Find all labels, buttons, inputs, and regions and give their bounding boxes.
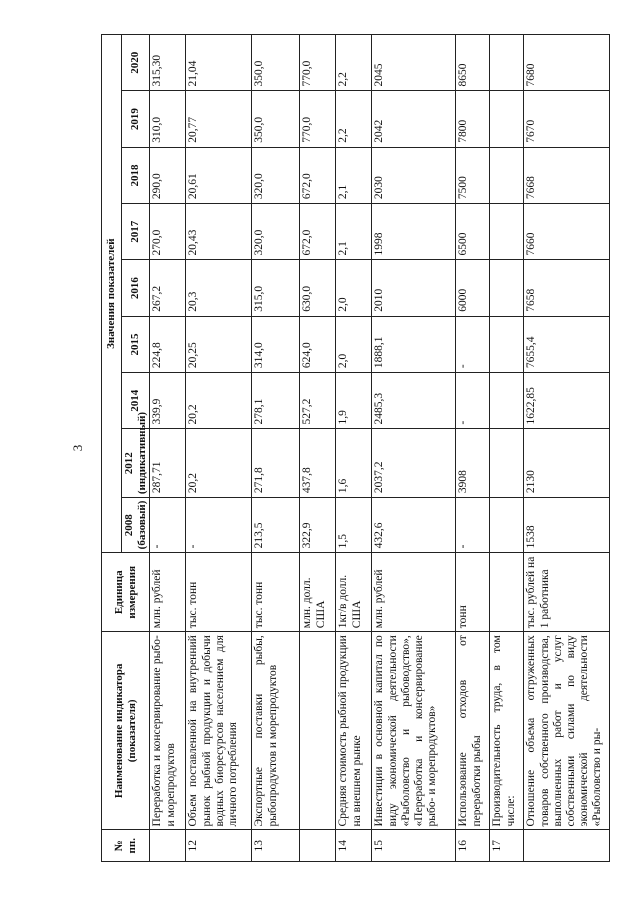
- value-cell: -: [456, 498, 490, 553]
- value-cell: 287,71: [150, 429, 186, 498]
- value-cell: 1538: [524, 498, 610, 553]
- value-cell: 2,0: [336, 316, 372, 372]
- value-cell: 624,0: [300, 316, 336, 372]
- value-cell: 310,0: [150, 91, 186, 147]
- header-unit: Единица измерения: [102, 553, 150, 632]
- header-year: 2018: [122, 147, 150, 203]
- value-cell: 20,2: [186, 429, 252, 498]
- value-cell: 437,8: [300, 429, 336, 498]
- value-cell: 6500: [456, 204, 490, 260]
- value-cell: 6000: [456, 260, 490, 316]
- value-cell: 1888,1: [372, 316, 456, 372]
- header-year: 2008 (базовый): [122, 498, 150, 553]
- value-cell: 672,0: [300, 147, 336, 203]
- value-cell: 21,04: [186, 35, 252, 91]
- value-cell: [490, 204, 524, 260]
- unit-cell: тонн: [456, 553, 490, 632]
- row-number: [524, 830, 610, 862]
- value-cell: 213,5: [252, 498, 300, 553]
- value-cell: 2,2: [336, 35, 372, 91]
- table-row: [186, 35, 252, 862]
- row-number: 12: [186, 830, 252, 862]
- value-cell: [490, 498, 524, 553]
- value-cell: 339,9: [150, 373, 186, 429]
- header-year: 2012 (индикативный): [122, 429, 150, 498]
- row-number: 13: [252, 830, 300, 862]
- header-year: 2015: [122, 316, 150, 372]
- value-cell: 1,9: [336, 373, 372, 429]
- value-cell: 20,43: [186, 204, 252, 260]
- value-cell: 270,0: [150, 204, 186, 260]
- table-row: [524, 35, 610, 862]
- value-cell: 7500: [456, 147, 490, 203]
- value-cell: 314,0: [252, 316, 300, 372]
- value-cell: 630,0: [300, 260, 336, 316]
- row-number: [150, 830, 186, 862]
- indicators-table: [101, 34, 610, 862]
- unit-cell: [490, 553, 524, 632]
- header-name: Наименование индикатора (показателя): [102, 632, 150, 830]
- value-cell: 350,0: [252, 35, 300, 91]
- value-cell: 770,0: [300, 35, 336, 91]
- table-row: [300, 35, 336, 862]
- header-year: 2016: [122, 260, 150, 316]
- value-cell: 1622,85: [524, 373, 610, 429]
- value-cell: 315,0: [252, 260, 300, 316]
- value-cell: 322,9: [300, 498, 336, 553]
- unit-cell: млн. долл. США: [300, 553, 336, 632]
- value-cell: 20,77: [186, 91, 252, 147]
- table-row: [456, 35, 490, 862]
- unit-cell: тыс. рублей на 1 работника: [524, 553, 610, 632]
- value-cell: [490, 35, 524, 91]
- value-cell: 2,2: [336, 91, 372, 147]
- value-cell: 7668: [524, 147, 610, 203]
- row-number: 17: [490, 830, 524, 862]
- table-body: [150, 35, 610, 862]
- value-cell: 271,8: [252, 429, 300, 498]
- value-cell: 1,5: [336, 498, 372, 553]
- value-cell: 1,6: [336, 429, 372, 498]
- row-number: [300, 830, 336, 862]
- indicator-name: Объем поставленной на внутренний рынок рыбной продукции и добычи водных биоресурсов населением для личного потребления: [186, 632, 252, 830]
- unit-cell: тыс. тонн: [252, 553, 300, 632]
- value-cell: 7680: [524, 35, 610, 91]
- row-number: 16: [456, 830, 490, 862]
- table-row: [252, 35, 300, 862]
- value-cell: 20,2: [186, 373, 252, 429]
- indicator-name: Инвестиции в основной капитал по виду экономической деятельности «Рыболовство и рыбоводство», «Переработка и консервирование рыбо- и морепродуктов»: [372, 632, 456, 830]
- header-year: 2020: [122, 35, 150, 91]
- indicator-name: Средняя стоимость рыбной продукции на внешнем рынке: [336, 632, 372, 830]
- value-cell: 2010: [372, 260, 456, 316]
- value-cell: 7655,4: [524, 316, 610, 372]
- rotated-table-container: [101, 34, 604, 862]
- value-cell: -: [150, 498, 186, 553]
- value-cell: [490, 429, 524, 498]
- value-cell: 290,0: [150, 147, 186, 203]
- value-cell: -: [456, 316, 490, 372]
- value-cell: 672,0: [300, 204, 336, 260]
- value-cell: 7660: [524, 204, 610, 260]
- header-year: 2014: [122, 373, 150, 429]
- indicator-name: Использование отходов от переработки рыбы: [456, 632, 490, 830]
- unit-cell: млн. рублей: [372, 553, 456, 632]
- value-cell: 267,2: [150, 260, 186, 316]
- value-cell: 8650: [456, 35, 490, 91]
- value-cell: 315,30: [150, 35, 186, 91]
- header-year: 2017: [122, 204, 150, 260]
- indicator-name: Отношение объема отгруженных товаров собственного производства, выполненных работ и услуг собственными силами по виду экономической деятельности «Рыболовство и ры-: [524, 632, 610, 830]
- value-cell: 1998: [372, 204, 456, 260]
- value-cell: [490, 91, 524, 147]
- value-cell: 278,1: [252, 373, 300, 429]
- table-row: [372, 35, 456, 862]
- value-cell: 7800: [456, 91, 490, 147]
- value-cell: 527,2: [300, 373, 336, 429]
- value-cell: 350,0: [252, 91, 300, 147]
- value-cell: 2030: [372, 147, 456, 203]
- table-row: [490, 35, 524, 862]
- indicator-name: [300, 632, 336, 830]
- header-year: 2019: [122, 91, 150, 147]
- indicator-name: Переработка и консервирование рыбо- и морепродуктов: [150, 632, 186, 830]
- row-number: 14: [336, 830, 372, 862]
- header-no: № пп.: [102, 830, 150, 862]
- value-cell: 20,3: [186, 260, 252, 316]
- value-cell: 2037,2: [372, 429, 456, 498]
- table-row: [150, 35, 186, 862]
- value-cell: 2,0: [336, 260, 372, 316]
- value-cell: 2485,3: [372, 373, 456, 429]
- value-cell: 2,1: [336, 147, 372, 203]
- table-row: [336, 35, 372, 862]
- unit-cell: млн. рублей: [150, 553, 186, 632]
- value-cell: -: [186, 498, 252, 553]
- value-cell: 20,25: [186, 316, 252, 372]
- unit-cell: 1кг/в долл. США: [336, 553, 372, 632]
- value-cell: 20,61: [186, 147, 252, 203]
- value-cell: 320,0: [252, 147, 300, 203]
- indicator-name: Производительность труда, в том числе:: [490, 632, 524, 830]
- row-number: 15: [372, 830, 456, 862]
- value-cell: 2042: [372, 91, 456, 147]
- value-cell: 7658: [524, 260, 610, 316]
- unit-cell: тыс. тонн: [186, 553, 252, 632]
- value-cell: 7670: [524, 91, 610, 147]
- value-cell: 320,0: [252, 204, 300, 260]
- value-cell: [490, 260, 524, 316]
- value-cell: 224,8: [150, 316, 186, 372]
- header-values-group: Значения показателей: [102, 35, 122, 553]
- value-cell: 432,6: [372, 498, 456, 553]
- value-cell: 2045: [372, 35, 456, 91]
- value-cell: 2,1: [336, 204, 372, 260]
- value-cell: [490, 373, 524, 429]
- value-cell: [490, 316, 524, 372]
- value-cell: [490, 147, 524, 203]
- value-cell: -: [456, 373, 490, 429]
- value-cell: 3908: [456, 429, 490, 498]
- indicator-name: Экспортные поставки рыбы, рыбопродуктов и морепродуктов: [252, 632, 300, 830]
- value-cell: 770,0: [300, 91, 336, 147]
- value-cell: 2130: [524, 429, 610, 498]
- page-number: 3: [70, 444, 85, 452]
